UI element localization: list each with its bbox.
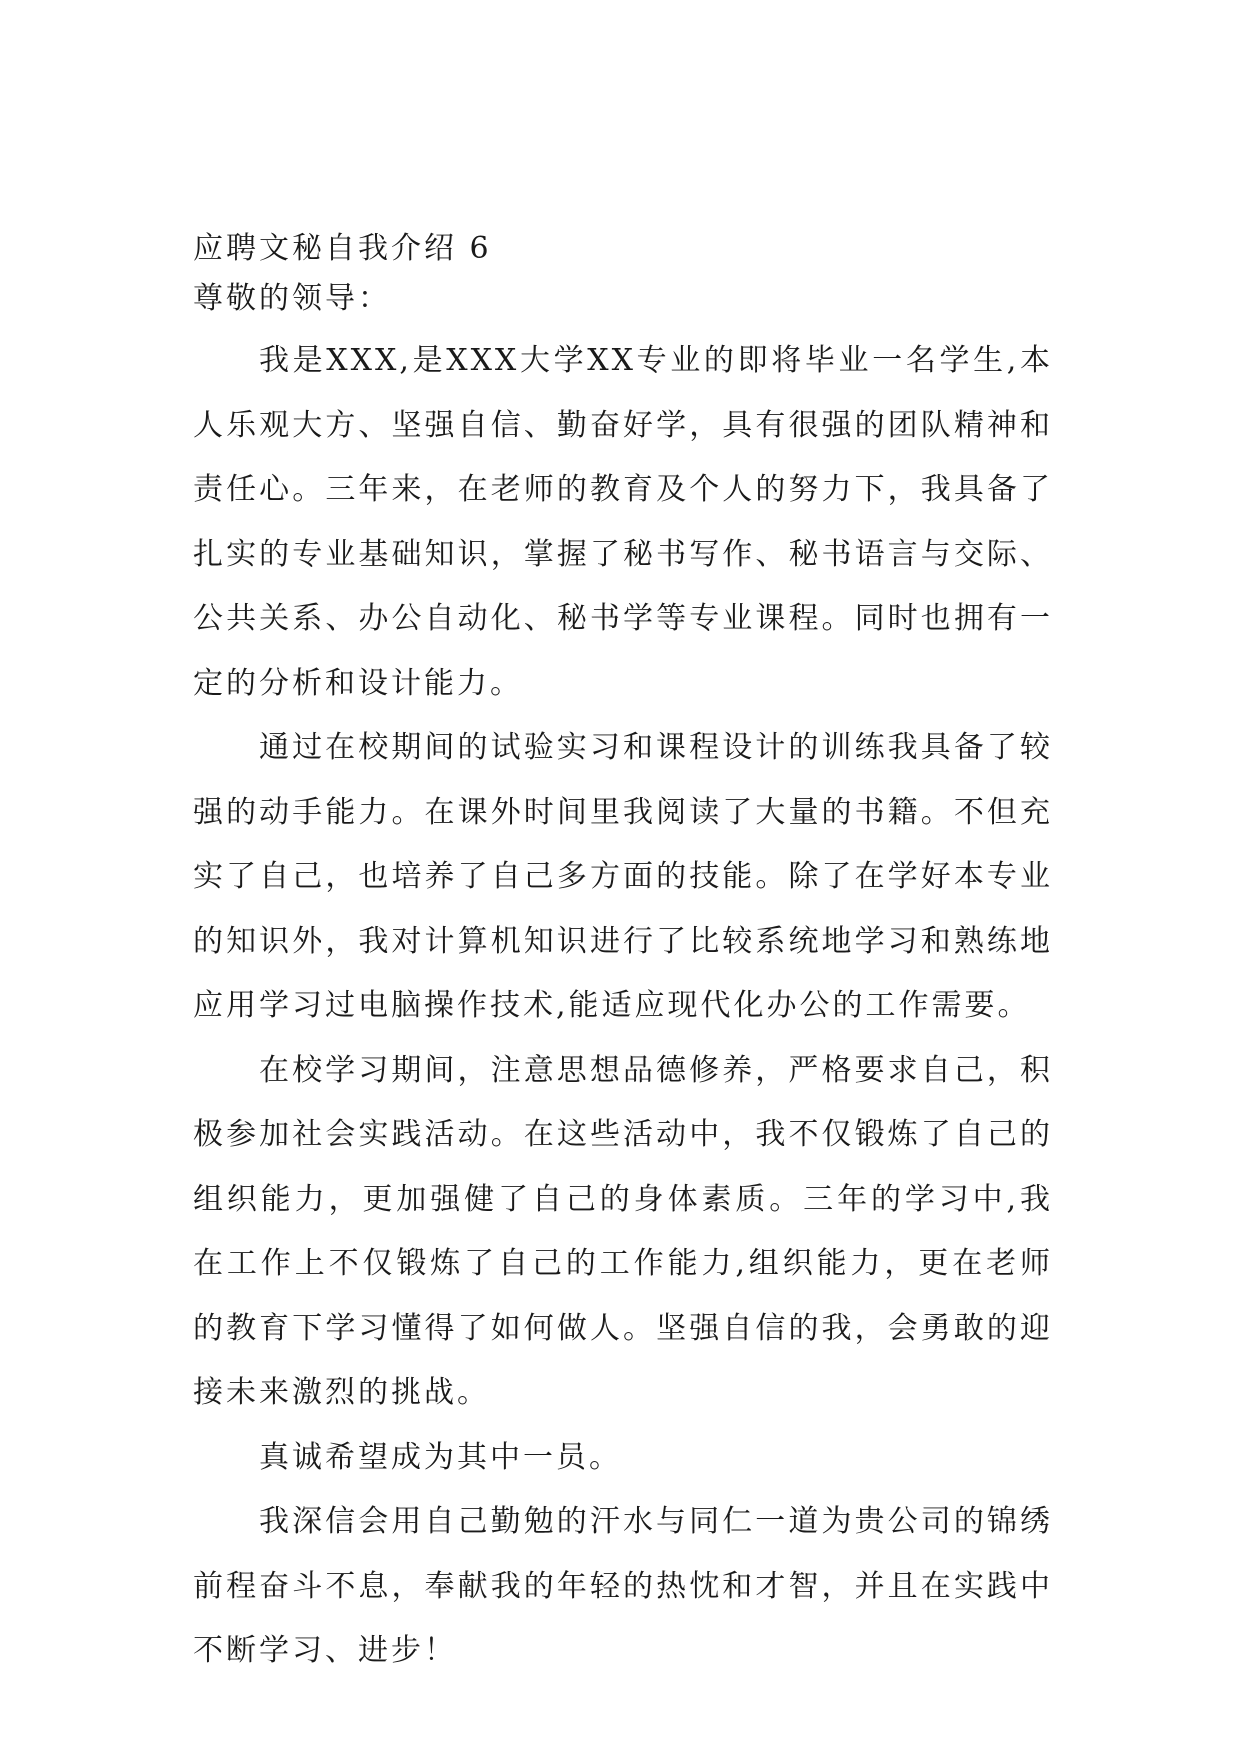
paragraph-activities: 在校学习期间，注意思想品德修养，严格要求自己，积极参加社会实践活动。在这些活动中，我不仅锻炼了自己的组织能力，更加强健了自己的身体素质。三年的学习中,我在工作上不仅锻炼了自己的工作能力,组织能力，更在老师的教育下学习懂得了如何做人。坚强自信的我，会勇敢的迎接未来激烈的挑战。 [193, 1052, 1053, 1410]
paragraph-closing: 我深信会用自己勤勉的汗水与同仁一道为贵公司的锦绣前程奋斗不息，奉献我的年轻的热忱和才智，并且在实践中不断学习、进步！ [193, 1504, 1053, 1668]
document-title: 应聘文秘自我介绍 6 [193, 231, 492, 266]
paragraph-wish: 真诚希望成为其中一员。 [259, 1439, 622, 1475]
paragraph-skills: 通过在校期间的试验实习和课程设计的训练我具备了较强的动手能力。在课外时间里我阅读了大量的书籍。不但充实了自己，也培养了自己多方面的技能。除了在学好本专业的知识外，我对计算机知识进行了比较系统地学习和熟练地应用学习过电脑操作技术,能适应现代化办公的工作需要。 [193, 730, 1053, 1023]
salutation: 尊敬的领导： [193, 281, 391, 316]
paragraph-introduction: 我是XXX,是XXX大学XX专业的即将毕业一名学生,本人乐观大方、坚强自信、勤奋好学，具有很强的团队精神和责任心。三年来，在老师的教育及个人的努力下，我具备了扎实的专业基础知识，掌握了秘书写作、秘书语言与交际、公共关系、办公自动化、秘书学等专业课程。同时也拥有一定的分析和设计能力。 [193, 343, 1053, 701]
document-body [193, 224, 1053, 1684]
